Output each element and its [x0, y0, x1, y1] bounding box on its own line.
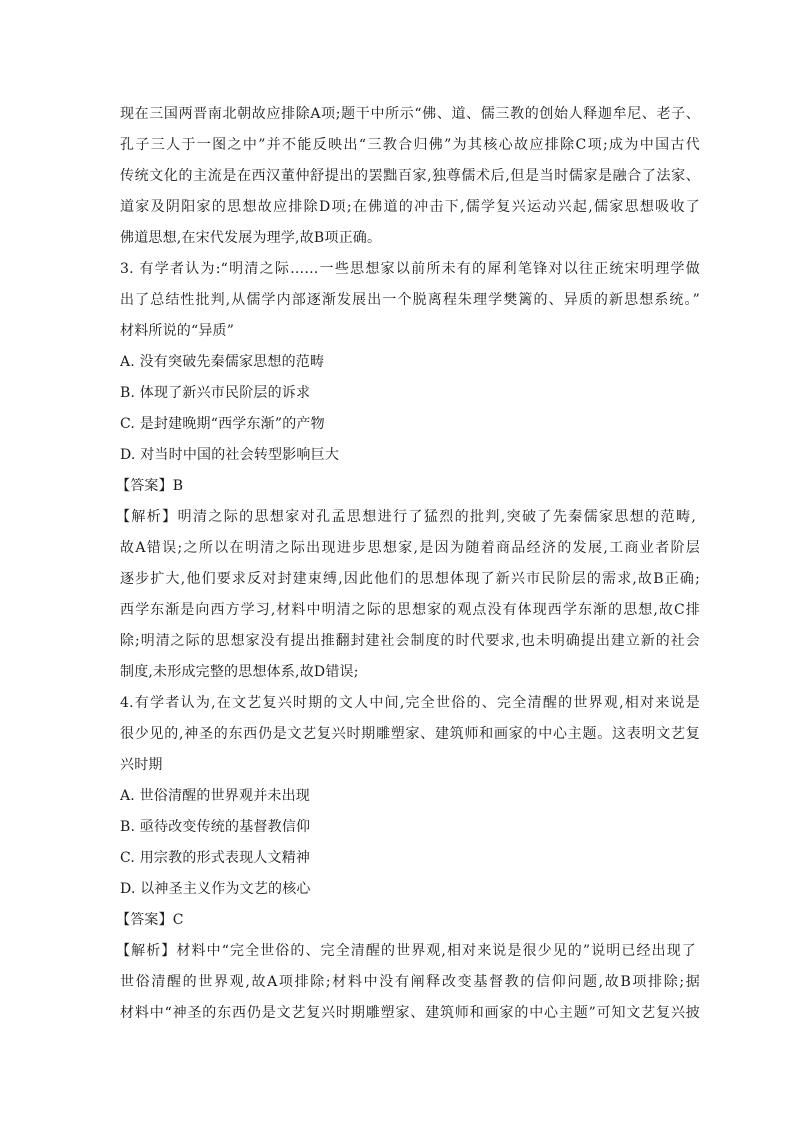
option-d: D. 对当时中国的社会转型影响巨大 — [120, 447, 340, 463]
question-4-stem: 很少见的,神圣的东西仍是文艺复兴时期雕塑家、建筑师和画家的中心主题。这表明文艺复 — [120, 726, 700, 742]
analysis-text: 西学东渐是向西方学习,材料中明清之际的思想家的观点没有体现西学东渐的思想,故C排 — [120, 602, 700, 618]
text-line: 孔子三人于一图之中”并不能反映出“三教合归佛”为其核心故应排除C项;成为中国古代 — [120, 137, 700, 153]
analysis-text: 制度,未形成完整的思想体系,故D错误; — [120, 664, 359, 680]
analysis-text: 逐步扩大,他们要求反对封建束缚,因此他们的思想体现了新兴市民阶层的需求,故B正确; — [120, 571, 700, 587]
question-3-stem: 3. 有学者认为:“明清之际……一些思想家以前所未有的犀利笔锋对以往正统宋明理学做 — [120, 261, 700, 277]
option-d: D. 以神圣主义作为文艺的核心 — [120, 881, 311, 897]
answer-label: 【答案】B — [116, 478, 184, 494]
analysis-text: 【解析】材料中“完全世俗的、完全清醒的世界观,相对来说是很少见的”说明已经出现了 — [116, 943, 696, 959]
question-4-stem: 兴时期 — [120, 757, 163, 773]
option-b: B. 亟待改变传统的基督教信仰 — [120, 819, 311, 835]
analysis-text: 【解析】明清之际的思想家对孔孟思想进行了猛烈的批判,突破了先秦儒家思想的范畴, — [116, 509, 696, 525]
analysis-text: 材料中“神圣的东西仍是文艺复兴时期雕塑家、建筑师和画家的中心主题”可知文艺复兴披 — [120, 1005, 700, 1021]
question-3-stem: 材料所说的“异质” — [120, 323, 235, 339]
question-4-stem: 4.有学者认为,在文艺复兴时期的文人中间,完全世俗的、完全清醒的世界观,相对来说是 — [120, 695, 700, 711]
text-line: 佛道思想,在宋代发展为理学,故B项正确。 — [120, 230, 382, 246]
text-line: 现在三国两晋南北朝故应排除A项;题干中所示“佛、道、儒三教的创始人释迦牟尼、老子、 — [120, 106, 700, 122]
text-line: 传统文化的主流是在西汉董仲舒提出的罢黜百家,独尊儒术后,但是当时儒家是融合了法家、 — [120, 168, 700, 184]
option-c: C. 是封建晚期“西学东渐”的产物 — [120, 416, 325, 432]
option-b: B. 体现了新兴市民阶层的诉求 — [120, 385, 311, 401]
answer-label: 【答案】C — [116, 912, 184, 928]
text-line: 道家及阴阳家的思想故应排除D项;在佛道的冲击下,儒学复兴运动兴起,儒家思想吸收了 — [120, 199, 700, 215]
question-3-stem: 出了总结性批判,从儒学内部逐渐发展出一个脱离程朱理学樊篱的、异质的新思想系统。” — [120, 292, 700, 308]
analysis-text: 除;明清之际的思想家没有提出推翻封建社会制度的时代要求,也未明确提出建立新的社会 — [120, 633, 700, 649]
option-a: A. 世俗清醒的世界观并未出现 — [120, 788, 311, 804]
analysis-text: 世俗清醒的世界观,故A项排除;材料中没有阐释改变基督教的信仰问题,故B项排除;据 — [120, 974, 700, 990]
option-c: C. 用宗教的形式表现人文精神 — [120, 850, 311, 866]
option-a: A. 没有突破先秦儒家思想的范畴 — [120, 354, 325, 370]
analysis-text: 故A错误;之所以在明清之际出现进步思想家,是因为随着商品经济的发展,工商业者阶层 — [120, 540, 700, 556]
